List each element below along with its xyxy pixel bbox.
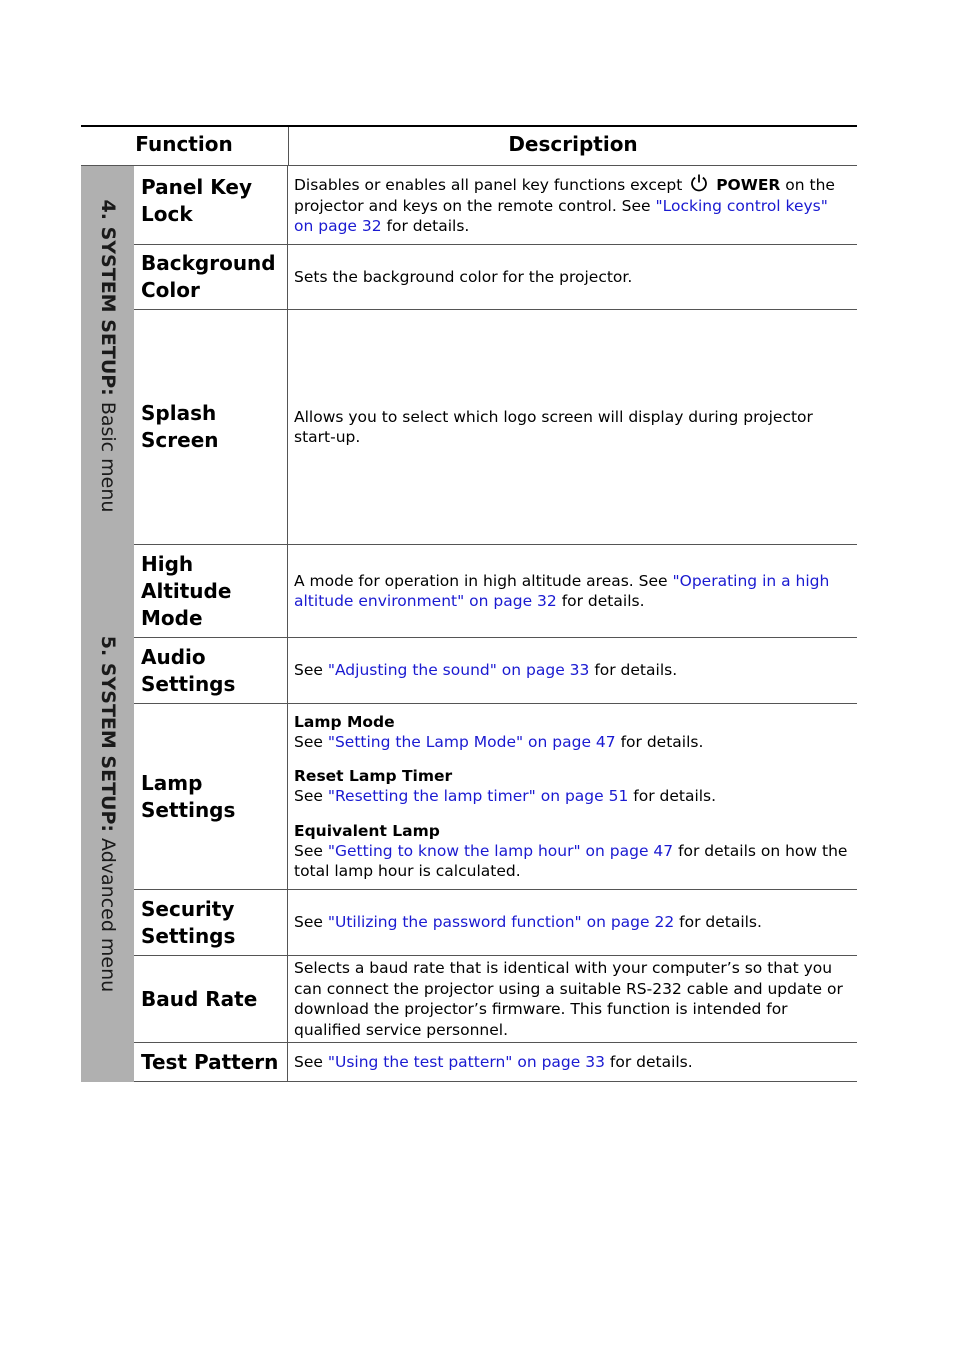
table-row-security-settings bbox=[134, 890, 857, 956]
page-link[interactable]: "Setting the Lamp Mode" on page 47 bbox=[327, 732, 616, 751]
table-row-audio-settings bbox=[134, 638, 857, 704]
power-icon bbox=[689, 173, 709, 193]
table-row-baud-rate bbox=[134, 956, 857, 1043]
function-description bbox=[287, 704, 857, 889]
table-row-panel-key-lock bbox=[134, 166, 857, 245]
function-name: High Altitude Mode bbox=[141, 551, 232, 630]
menu-function-table bbox=[81, 125, 857, 1082]
table-row-high-altitude-mode bbox=[134, 545, 857, 638]
section-advanced-menu bbox=[81, 545, 857, 1082]
table-row-splash-screen bbox=[134, 310, 857, 545]
reset-lamp-timer-block: Reset Lamp Timer See "Resetting the lamp timer" on page 51 for details. bbox=[294, 767, 717, 805]
page-link[interactable]: "Utilizing the password function" on page 22 bbox=[327, 913, 675, 932]
function-description: Allows you to select which logo screen will display during projector start-up. bbox=[287, 310, 857, 544]
function-description: See "Adjusting the sound" on page 33 for details. bbox=[287, 638, 857, 703]
header-function: Function bbox=[135, 132, 233, 156]
function-name: Lamp Settings bbox=[141, 770, 236, 822]
function-description: Sets the background color for the projector. bbox=[287, 245, 857, 309]
page-link[interactable]: "Locking control keys" on page 32 bbox=[294, 196, 828, 236]
page-link[interactable]: "Resetting the lamp timer" on page 51 bbox=[327, 787, 629, 805]
table-row-background-color bbox=[134, 245, 857, 310]
function-description: A mode for operation in high altitude areas. See "Operating in a high altitude environment" on page 32 for details. bbox=[287, 545, 857, 637]
equivalent-lamp-block: Equivalent Lamp See "Getting to know the lamp hour" on page 47 for details on how the total lamp hour is calculated. bbox=[294, 821, 848, 880]
function-name: Panel Key Lock bbox=[141, 175, 252, 226]
page-link[interactable]: "Operating in a high altitude environment" on page 32 bbox=[294, 571, 830, 610]
function-description: Selects a baud rate that is identical with your computer’s so that you can connect the projector using a suitable RS-232 cable and update or download the projector’s firmware. This function is intended for qualified service personnel. bbox=[287, 956, 857, 1042]
page-link[interactable]: "Getting to know the lamp hour" on page 47 bbox=[327, 841, 674, 860]
function-name: Background Color bbox=[141, 251, 276, 302]
section-label: 5. SYSTEM SETUP: Advanced menu bbox=[96, 635, 119, 992]
function-description: See "Using the test pattern" on page 33 for details. bbox=[287, 1043, 857, 1081]
table-row-test-pattern bbox=[134, 1043, 857, 1082]
section-side-band bbox=[81, 166, 134, 545]
page-link[interactable]: "Adjusting the sound" on page 33 bbox=[327, 661, 590, 680]
function-name: Audio Settings bbox=[141, 644, 236, 696]
function-name: Test Pattern bbox=[141, 1049, 279, 1074]
function-name: Security Settings bbox=[141, 896, 236, 948]
section-label: 4. SYSTEM SETUP: Basic menu bbox=[96, 199, 119, 512]
section-side-band bbox=[81, 545, 134, 1082]
function-description: See "Utilizing the password function" on page 22 for details. bbox=[287, 890, 857, 955]
table-header bbox=[81, 127, 857, 166]
function-name: Baud Rate bbox=[141, 986, 258, 1011]
table-row-lamp-settings bbox=[134, 704, 857, 890]
function-name: Splash Screen bbox=[141, 401, 219, 452]
function-description: Disables or enables all panel key functions except POWER on the projector and keys on the remote control. See "Locking control keys" on page 32 for details. bbox=[287, 166, 857, 244]
page-link[interactable]: "Using the test pattern" on page 33 bbox=[327, 1052, 605, 1071]
lamp-mode-block: Lamp Mode See "Setting the Lamp Mode" on page 47 for details. bbox=[294, 712, 704, 751]
header-description: Description bbox=[288, 127, 857, 165]
section-basic-menu bbox=[81, 166, 857, 545]
